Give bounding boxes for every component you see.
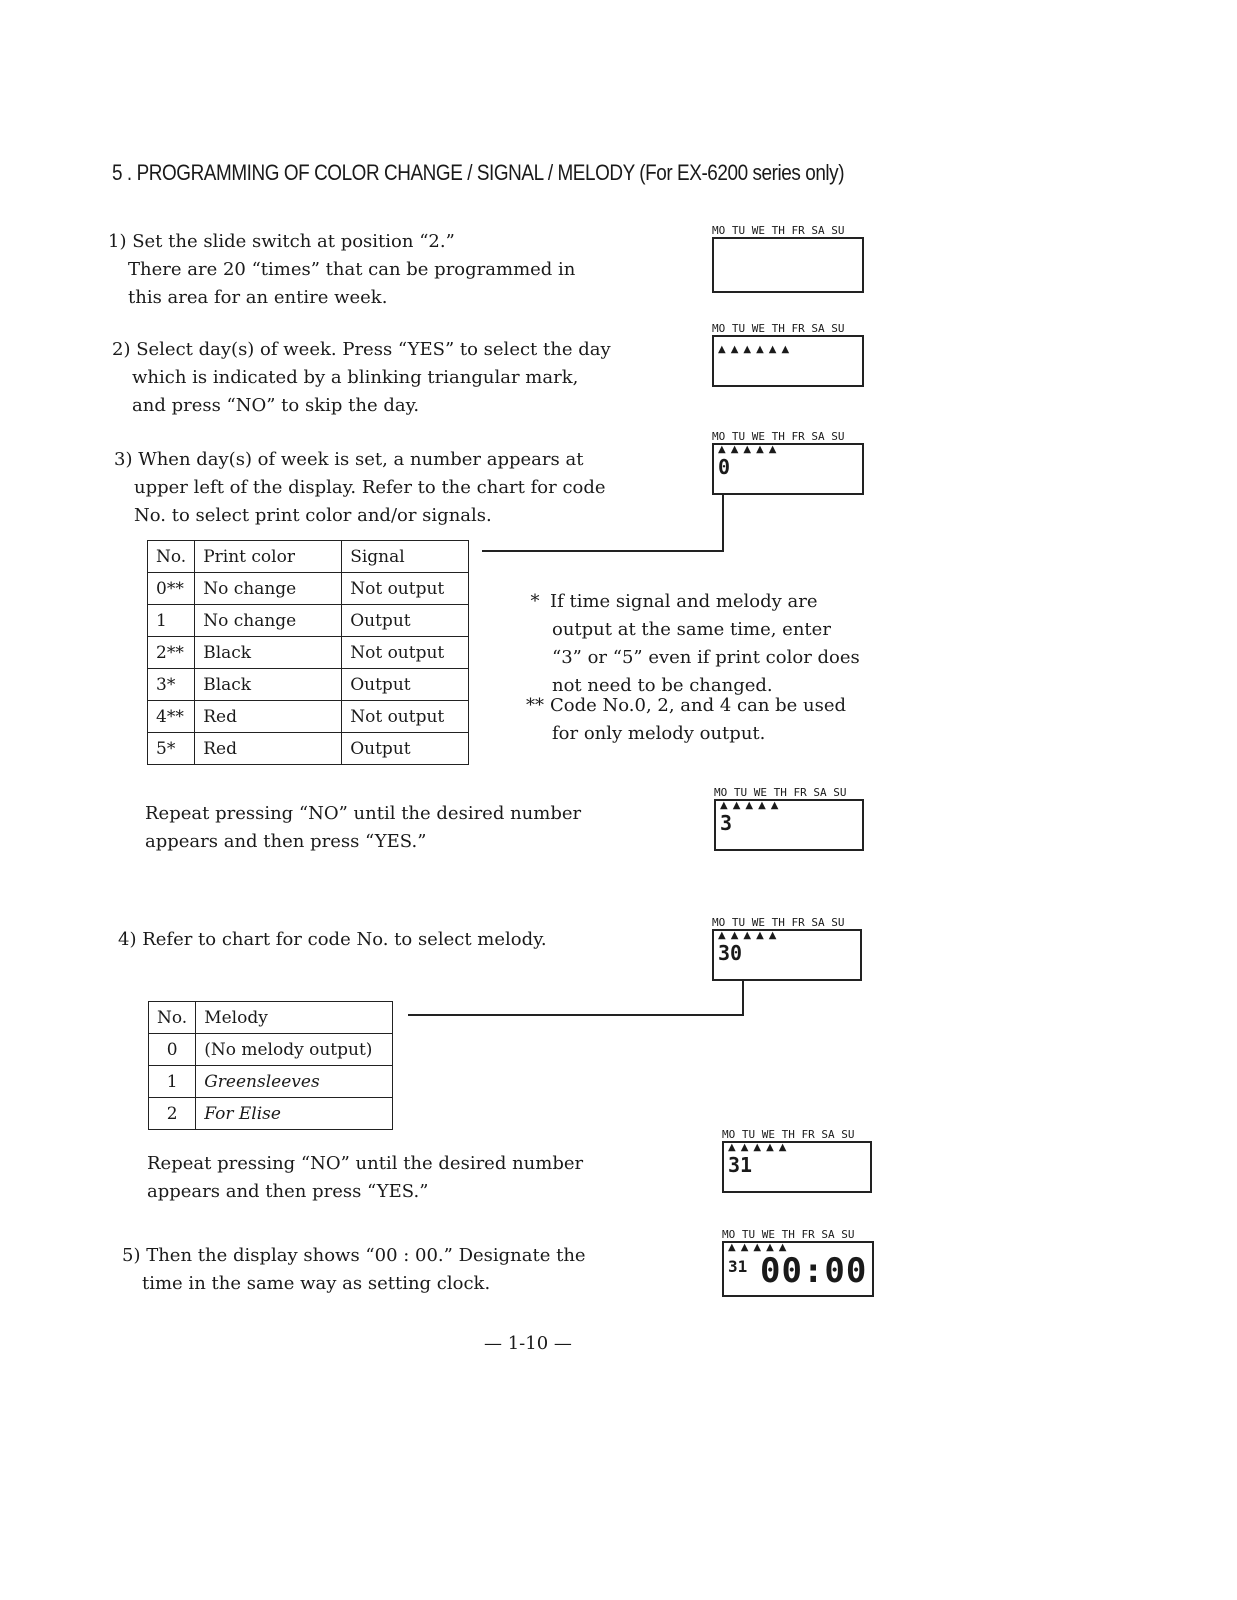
step-3-line3: No. to select print color and/or signals. [134,505,492,526]
cell-print-color: Red [195,701,342,733]
table-row [148,669,469,701]
header-print-color: Print color [195,541,342,573]
cell-print-color: Black [195,669,342,701]
footnote-1-text: If time signal and melody are output at the same time, enter “3” or “5” even if print color does not need to be changed. [550,591,860,696]
connector-line [482,550,724,552]
lcd-display-step1 [712,224,864,293]
day-marker-icons: ▲▲▲▲▲ [718,444,782,455]
cell-signal: Output [342,669,469,701]
lcd-code-number: 31 [728,1257,748,1276]
cell-no: 2** [148,637,195,669]
header-melody: Melody [196,1002,393,1034]
table-header-row [148,541,469,573]
footnote-2-text: Code No.0, 2, and 4 can be used for only melody output. [550,695,847,744]
step-3-lead: 3) When day(s) of week is set, a number appears at [114,449,584,470]
lcd-code-number: 3 [720,811,733,835]
color-signal-table [147,540,469,765]
lcd-day-labels: MO TU WE TH FR SA SU [712,224,845,237]
table-row [149,1034,393,1066]
cell-print-color: No change [195,573,342,605]
cell-signal: Not output [342,701,469,733]
lcd-display-step3 [712,430,864,495]
lcd-display-repeat2 [722,1128,872,1193]
repeat-instruction-1 [145,800,635,856]
lcd-display-repeat1 [714,786,864,851]
footnote-2-mark: ** [526,695,544,716]
lcd-screen [712,929,862,981]
table-row [149,1066,393,1098]
step-4-lead: 4) Refer to chart for code No. to select melody. [118,929,547,950]
cell-no: 1 [149,1066,196,1098]
cell-no: 0** [148,573,195,605]
connector-line [742,975,744,1015]
lcd-screen [722,1241,874,1297]
lcd-screen [712,335,864,387]
footnote-1-mark: * [530,591,540,612]
cell-no: 1 [148,605,195,637]
step-2-line2: which is indicated by a blinking triangular mark, [132,367,579,388]
day-marker-icons: ▲▲▲▲▲ [728,1142,792,1153]
lcd-screen [712,237,864,293]
step-1 [108,228,608,312]
step-5-line2: time in the same way as setting clock. [142,1273,491,1294]
cell-signal: Not output [342,573,469,605]
lcd-display-step5 [722,1228,874,1297]
step-1-line3: this area for an entire week. [128,287,388,308]
step-5 [122,1242,622,1298]
footnote-2 [520,692,865,748]
lcd-day-labels: MO TU WE TH FR SA SU [722,1128,855,1141]
lcd-code-number: 31 [728,1153,753,1177]
table-row [148,605,469,637]
lcd-day-labels: MO TU WE TH FR SA SU [712,916,845,929]
table-header-row [149,1002,393,1034]
page-number: — 1-10 — [484,1333,572,1354]
connector-line [408,1014,744,1016]
cell-print-color: Red [195,733,342,765]
repeat-2-line1: Repeat pressing “NO” until the desired number [147,1153,584,1174]
lcd-day-labels: MO TU WE TH FR SA SU [712,322,845,335]
step-5-lead: 5) Then the display shows “00 : 00.” Designate the [122,1245,586,1266]
section-title: 5 . PROGRAMMING OF COLOR CHANGE / SIGNAL / MELODY (For EX-6200 series only) [112,160,845,185]
cell-print-color: No change [195,605,342,637]
lcd-screen [714,799,864,851]
cell-signal: Output [342,605,469,637]
cell-melody: (No melody output) [196,1034,393,1066]
repeat-2-line2: appears and then press “YES.” [147,1181,429,1202]
cell-no: 3* [148,669,195,701]
cell-print-color: Black [195,637,342,669]
day-marker-icons: ▲▲▲▲▲ [718,930,782,941]
step-3 [114,446,614,530]
cell-no: 4** [148,701,195,733]
lcd-time: 00:00 [760,1251,868,1291]
step-2 [112,336,612,420]
repeat-1-line2: appears and then press “YES.” [145,831,427,852]
cell-no: 5* [148,733,195,765]
melody-table [148,1001,393,1130]
cell-no: 0 [149,1034,196,1066]
step-1-lead: 1) Set the slide switch at position “2.” [108,231,455,252]
header-signal: Signal [342,541,469,573]
step-2-line3: and press “NO” to skip the day. [132,395,420,416]
header-no: No. [148,541,195,573]
step-2-lead: 2) Select day(s) of week. Press “YES” to select the day [112,339,611,360]
cell-melody: Greensleeves [196,1066,393,1098]
day-marker-icons: ▲▲▲▲▲ [720,800,784,811]
table-row [148,637,469,669]
cell-signal: Output [342,733,469,765]
step-3-line2: upper left of the display. Refer to the chart for code [134,477,606,498]
lcd-screen [712,443,864,495]
table-row [148,733,469,765]
repeat-1-line1: Repeat pressing “NO” until the desired number [145,803,582,824]
table-row [148,701,469,733]
lcd-code-number: 30 [718,941,743,965]
day-marker-icons: ▲▲▲▲▲ [728,1242,792,1253]
lcd-day-labels: MO TU WE TH FR SA SU [714,786,847,799]
lcd-code-number: 0 [718,455,731,479]
repeat-instruction-2 [147,1150,617,1206]
lcd-display-step2 [712,322,864,387]
lcd-day-labels: MO TU WE TH FR SA SU [722,1228,855,1241]
lcd-screen [722,1141,872,1193]
table-row [149,1098,393,1130]
cell-no: 2 [149,1098,196,1130]
step-1-line2: There are 20 “times” that can be programmed in [128,259,576,280]
step-4 [118,926,618,954]
header-no: No. [149,1002,196,1034]
lcd-display-step4 [712,916,862,981]
cell-melody: For Elise [196,1098,393,1130]
table-row [148,573,469,605]
lcd-day-labels: MO TU WE TH FR SA SU [712,430,845,443]
footnote-1 [520,588,865,700]
day-marker-icons: ▲▲▲▲▲▲ [718,344,795,355]
cell-signal: Not output [342,637,469,669]
